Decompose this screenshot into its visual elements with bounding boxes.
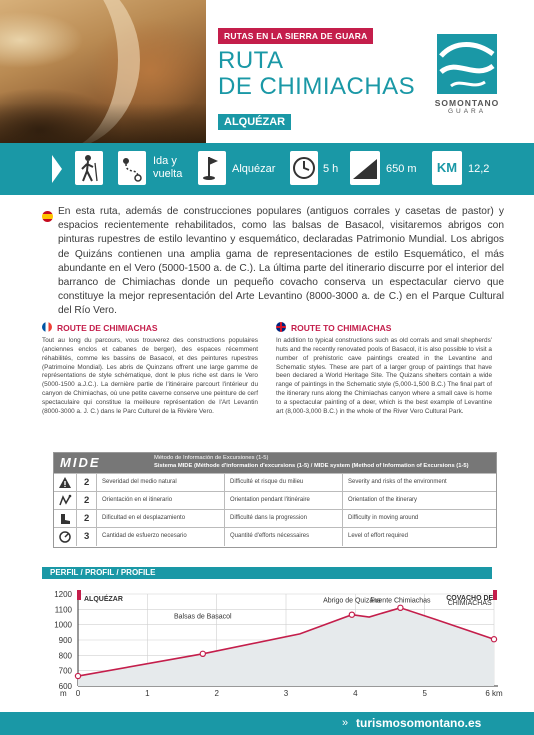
distance: 12,2 [468, 163, 490, 175]
photo-shadow [0, 103, 206, 143]
x-tick-label: 4 [353, 689, 358, 698]
clock-icon [290, 151, 318, 185]
mide-value: 2 [84, 477, 90, 488]
profile-annotation: Balsas de Basacol [174, 613, 232, 621]
route-title [218, 48, 415, 100]
y-tick-label: 900 [58, 636, 72, 645]
waypoint-marker [200, 651, 205, 656]
y-tick-label: 800 [58, 651, 72, 661]
route-info-bar [0, 143, 534, 195]
town-tag: ALQUÉZAR [218, 114, 291, 130]
mide-en: Orientation of the itinerary [348, 497, 418, 503]
y-tick-label: 700 [58, 666, 72, 676]
waypoint-marker [75, 673, 80, 678]
route-title-line1: RUTA [218, 47, 284, 74]
profile-annotation: Fuente Chimiachas [370, 597, 431, 605]
profile-annotation: Abrigo de Quizáns [323, 597, 381, 605]
french-title: ROUTE DE CHIMIACHAS [57, 323, 158, 333]
x-axis-prefix: m [60, 689, 67, 698]
start-flag-icon [198, 151, 226, 185]
y-tick-label: 600 [58, 682, 72, 691]
play-arrow-icon [50, 153, 64, 185]
mide-header-line2: Sistema MIDE (Méthode d'information d'excursions (1-5) / MIDE system (Method of Information of Excursions (1-5) [154, 463, 469, 469]
start-location: Alquézar [232, 163, 276, 175]
y-tick-label: 1200 [54, 590, 72, 599]
rock-shelter-photo [0, 0, 206, 143]
effort-icon [58, 530, 72, 543]
mide-fr: Difficulté et risque du milieu [230, 479, 304, 485]
waypoint-marker [398, 605, 403, 610]
elevation-profile-chart [0, 580, 534, 710]
mide-row [54, 491, 496, 509]
mide-value: 3 [84, 531, 90, 542]
mide-row [54, 473, 496, 491]
logo-sub: GUARA [447, 108, 487, 115]
orientation-icon [58, 494, 72, 507]
mide-es: Dificultad en el desplazamiento [102, 515, 186, 521]
mide-header-line1: Método de Información de Excursiones (1-5) [154, 455, 269, 461]
boot-icon [58, 512, 72, 525]
mide-es: Cantidad de esfuerzo necesario [102, 533, 187, 539]
english-description: In addition to typical constructions such as old corrals and small shepherds' huts and the recently renovated pools of Basacol, it is also possible to visit a number of prehistoric cave paintings created in the Levantine and Schematic styles. These are part of a larger group of paintings that have been declared a World Heritage Site. The Quizans shelters contain a wide range of paintings in the Schematic style (5,000-1,500 B.C.) The final part of the itinerary runs along the Chimiachas canyon where a small cave is home to a spectacular painting of a deer, which is the best example of Levantine art (8,000-3,000 B.C.) in the whole of the River Vero Cultural Park. [276, 337, 492, 415]
mide-en: Severity and risks of the environment [348, 479, 447, 485]
x-tick-label: 3 [283, 689, 289, 698]
mide-es: Severidad del medio natural [102, 479, 177, 485]
mide-row [54, 509, 496, 527]
profile-heading: PERFIL / PROFIL / PROFILE [50, 568, 156, 577]
uk-flag-icon [276, 322, 286, 332]
logo-name: SOMONTANO [434, 98, 500, 108]
route-type-text: Ida y vuelta [153, 155, 183, 180]
mide-table [53, 452, 497, 548]
mide-value: 2 [84, 495, 90, 506]
mide-logo: MIDE [60, 455, 101, 470]
duration: 5 h [323, 163, 339, 175]
mide-fr: Orientation pendant l'itinéraire [230, 497, 310, 503]
mide-value: 2 [84, 513, 90, 524]
x-tick-label: 6 km [485, 689, 503, 698]
profile-annotation: CHIMIACHAS [447, 600, 492, 608]
route-type [153, 155, 187, 181]
km-badge [432, 151, 462, 185]
hiker-icon [75, 151, 103, 185]
x-tick-label: 2 [214, 689, 219, 698]
y-tick-label: 1000 [54, 620, 72, 630]
warning-icon [58, 476, 72, 489]
elevation-gain: 650 m [386, 163, 417, 175]
waypoint-marker [349, 612, 354, 617]
elevation-icon [350, 151, 380, 185]
waypoint-marker [491, 637, 496, 642]
mide-fr: Difficulté dans la progression [230, 515, 307, 521]
france-flag-icon [42, 322, 52, 332]
footer-url[interactable]: turismosomontano.es [356, 716, 482, 730]
km-label: KM [436, 160, 458, 175]
mide-en: Level of effort required [348, 533, 408, 539]
round-trip-icon [118, 151, 146, 185]
mide-fr: Quantité d'efforts nécessaires [230, 533, 310, 539]
spain-flag-icon [42, 211, 53, 222]
x-tick-label: 1 [145, 689, 150, 698]
somontano-logo-icon [437, 34, 497, 94]
spanish-description: En esta ruta, además de construcciones populares (antiguos corrales y casetas de pastor) y espacios recientemente rehabilitados, como las balsas de Basacol, visitaremos abrigos con pinturas rupestres de estilo levantino y esquemático, declaradas Patrimonio Mundial. Los abrigos de Quizáns contienen una amplia gama de representaciones de estilo Esquemático, el más abundante en el Vero (5000-1500 a. de C.). La última parte del itinerario discurre por el interior del barranco de Chimiachas donde un pequeño covacho conserva un espectacular ciervo que constituye la mejor representación del Arte Levantino (8000-3000 a. de C.) en el Parque Cultural del Río Vero. [58, 206, 504, 317]
footer-arrow-icon: » [342, 717, 349, 729]
mide-header [54, 453, 496, 473]
profile-annotation: ALQUÉZAR [84, 595, 123, 603]
route-flag-marker [493, 590, 497, 600]
french-description: Tout au long du parcours, vous trouverez des constructions populaires (anciennes enclos et cabanes de berger), des espaces récemment réhabilités, comme les bassins de Basacol, et des peintures rupestres (Patrimoine Mondial). Les abris de Quinzans offrent une large gamme de représentations de style schématique, dont le plus riche est dans le Vero (5000-1500 a.J.C.). La dernière partie de l'itinéraire parcourt l'intérieur du canyon de Chimiachas, où une petite caverne conserve une peinture de cerf spectaculaire qui constitue la meilleure représentation de l'Art Levantin (8000-3000 a. J. C.) dans le Parc Culturel de la Rivière Vero. [42, 337, 258, 415]
series-tag: RUTAS EN LA SIERRA DE GUARA [218, 28, 373, 44]
mide-es: Orientación en el itinerario [102, 497, 173, 503]
y-tick-label: 1100 [54, 605, 72, 615]
x-tick-label: 0 [75, 689, 81, 698]
profile-annotation: COVACHO DE [446, 595, 494, 603]
route-flag-marker [77, 590, 81, 600]
somontano-logo [437, 34, 497, 94]
x-tick-label: 5 [422, 689, 427, 698]
route-title-line2: DE CHIMIACHAS [218, 73, 416, 100]
english-title: ROUTE TO CHIMIACHAS [291, 323, 392, 333]
mide-row [54, 527, 496, 547]
mide-en: Difficulty in moving around [348, 515, 419, 521]
